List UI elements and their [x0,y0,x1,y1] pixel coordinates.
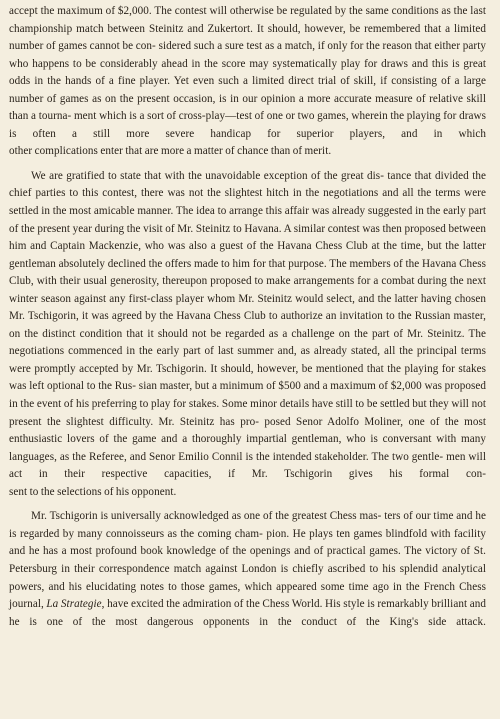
text-line: book knowledge of the openings and of practical games. The victory of St. [140,545,487,558]
text-line: occasion, is in our opinion a more accurate measure of relative skill than a tourna- [9,92,486,123]
paragraph-1-end [9,143,486,161]
text-line: same conditions as the last championship match between Steinitz and Zukertort. [9,5,486,35]
text-line: and the latter having chosen Mr. Tschigorin, it was agreed by the Havana Chess [9,292,486,323]
text-line: Club at the time, but the latter gentleman absolutely declined the offers made to [9,240,486,270]
text-line: in the negotiations and all the terms were settled in the most amicable manner. [9,187,487,218]
paragraph-3 [9,508,486,631]
text-line: year during the visit of Mr. Steinitz to Havana. A similar contest was then proposed [72,222,446,235]
text-line: between him and Captain Mackenzie, who was also a guest of the Havana Chess [9,222,486,253]
text-line: tance that divided the chief parties to this contest, there was not the slightest hitch [9,169,486,200]
text-line: the admiration of the Chess World. His style is remarkably brilliant and he is [9,598,486,628]
text-line: accept the maximum of $2,000. The contest will otherwise be regulated by the [9,5,363,17]
journal-title: La Strategie [46,598,102,611]
text-line: a thoroughly impartial gentleman, who is conversant with many languages, as the [9,433,486,463]
text-line: one of the most dangerous opponents in the conduct of the King's side attack. [46,615,486,628]
text-line: and this is great odds in the hands of a fine player. Yet even such a limited [9,57,486,88]
text-line: happens to be considerably ahead in the score may systematically play for draws [32,57,409,70]
text-line: It should, however, be remembered that a limited number of games cannot be con- [9,22,486,53]
text-line: sian master, but a minimum of $500 and a maximum of $2,000 was proposed in the [9,380,487,411]
text-line: pion. He plays ten games blindfold with facility and he has a most profound [9,527,487,558]
text-line: posed Senor Adolfo Moliner, one of the most enthusiastic lovers of the game and [9,415,487,446]
text-line: Petersburg in their correspondence match against London is chiefly ascribed to [9,562,379,575]
text-line: settled but they will not present the slightest difficulty. Mr. Steinitz has pro- [9,398,486,428]
text-line: , have excited [101,598,164,611]
text-line: all the principal terms were promptly accepted by Mr. Tschigorin. It should, [9,345,486,375]
text-line: for draws is often a still more severe handicap for superior players, and in which [9,110,486,140]
paragraph-2 [9,168,486,484]
text-line: direct trial of skill, if consisting of a large number of games as on the present [9,75,486,105]
text-line: ters of our time and he is regarded by many connoisseurs as the coming cham- [9,510,486,540]
text-line: his splendid analytical powers, and his elucidating notes to those games, which [9,562,486,593]
text-line: event of his preferring to play for stakes. Some minor details have still to be [36,398,378,411]
text-line: Referee, and Senor Emilio Connil is the intended stakeholder. The two gentle- [88,450,444,463]
text-line: Mr. Tschigorin is universally acknowledged as one of the greatest Chess mas- [31,510,382,523]
paragraph-2-end [9,484,486,502]
text-line: other complications enter that are more a matter of chance than of merit. [9,145,332,158]
paragraph-1 [9,3,486,143]
text-line: sidered such a sure test as a match, if only for the reason that either party who [9,40,486,70]
text-line: Club to authorize an invitation to the Russian master, on the distinct condition [9,310,486,340]
text-line: next winter season against any first-class player whom Mr. Steinitz would select, [9,275,486,305]
text-line: The idea to arrange this affair was already suggested in the early part of the present [9,205,487,235]
text-line: that it should not be regarded as a challenge on the part of Mr. Steinitz. The [126,327,486,340]
text-line: negotiations commenced in the early part of last summer and, as already stated, [9,345,381,358]
text-line: however, be mentioned that the playing for stakes was left optional to the Rus- [9,362,486,393]
text-line: men will act in their respective capacities, if Mr. Tschigorin gives his formal con- [9,450,486,481]
text-line: appeared some time ago in the French Chess journal, [9,580,486,611]
text-line: generosity, thereupon proposed to make arrangements for a combat during the [110,275,464,288]
text-line: sent to the selections of his opponent. [9,485,177,498]
text-line: We are gratified to state that with the unavoidable exception of the great dis- [31,169,384,182]
text-line: ment which is a sort of cross-play—test of one or two games, wherein the playing [73,110,441,123]
text-line: him for that purpose. The members of the Havana Chess Club, with their usual [9,257,486,288]
